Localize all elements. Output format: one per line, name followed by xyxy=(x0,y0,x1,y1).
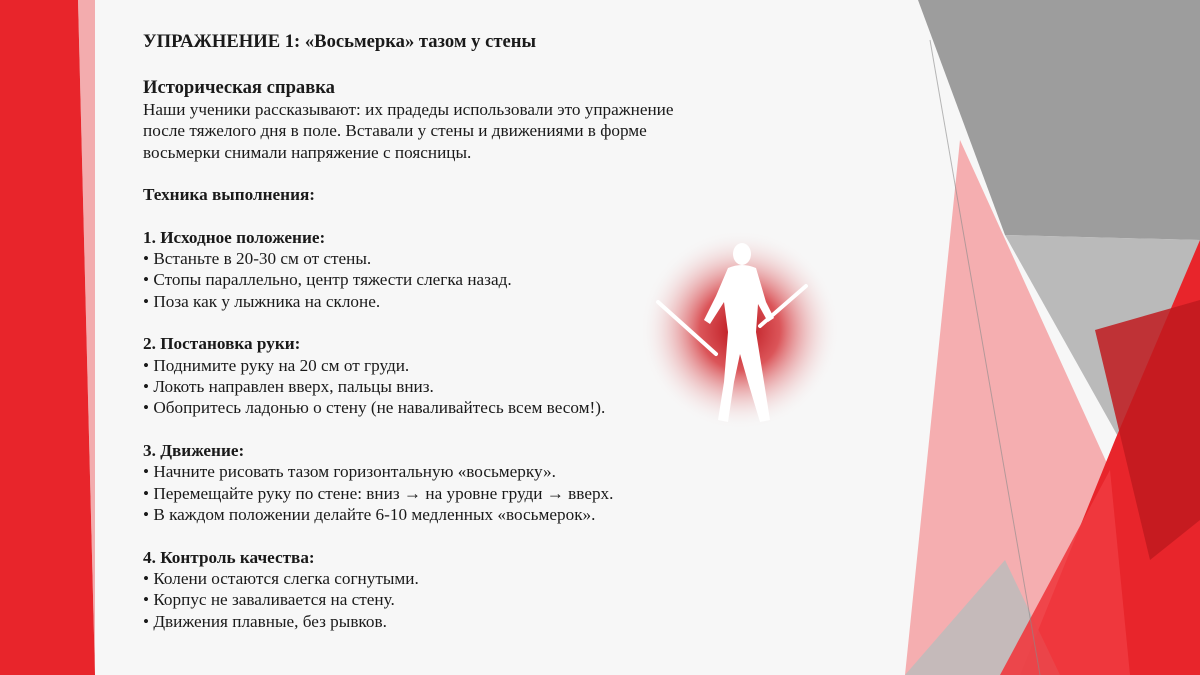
section-heading: 1. Исходное положение: xyxy=(143,227,326,247)
bullet-icon: • xyxy=(143,270,150,290)
section-start-position xyxy=(143,227,743,313)
section-hand-placement xyxy=(143,333,743,419)
section-heading: 4. Контроль качества: xyxy=(143,547,315,567)
section-heading: 3. Движение: xyxy=(143,440,245,460)
list-item: • Обопритесь ладонью о стену (не наваливайтесь всем весом!). xyxy=(143,398,606,418)
list-item: • Встаньте в 20-30 см от стены. xyxy=(143,249,372,269)
section-quality-control xyxy=(143,547,743,633)
bullet-icon: • xyxy=(143,611,150,631)
list-item: • Начните рисовать тазом горизонтальную «восьмерку». xyxy=(143,462,556,482)
slide-content xyxy=(143,31,743,653)
list-item: • Перемещайте руку по стене: вниз → на уровне груди → вверх. xyxy=(143,483,614,503)
list-item: • Поза как у лыжника на склоне. xyxy=(143,291,381,311)
exercise-title: УПРАЖНЕНИЕ 1: «Восьмерка» тазом у стены xyxy=(143,31,536,52)
list-item: • В каждом положении делайте 6-10 медленных «восьмерок». xyxy=(143,505,596,525)
list-item: • Локоть направлен вверх, пальцы вниз. xyxy=(143,377,434,397)
bullet-icon: • xyxy=(143,377,150,397)
bullet-icon: • xyxy=(143,355,150,375)
bullet-icon: • xyxy=(143,568,150,588)
bullet-icon: • xyxy=(143,590,150,610)
bullet-icon: • xyxy=(143,483,150,503)
list-item: • Стопы параллельно, центр тяжести слегка назад. xyxy=(143,270,512,290)
bullet-icon: • xyxy=(143,291,150,311)
list-item: • Поднимите руку на 20 см от груди. xyxy=(143,355,410,375)
bullet-icon: • xyxy=(143,505,150,525)
section-heading: 2. Постановка руки: xyxy=(143,334,301,354)
list-item: • Движения плавные, без рывков. xyxy=(143,611,387,631)
bullet-icon: • xyxy=(143,249,150,269)
bullet-icon: • xyxy=(143,462,150,482)
list-item: • Корпус не заваливается на стену. xyxy=(143,590,395,610)
list-item: • Колени остаются слегка согнутыми. xyxy=(143,568,419,588)
history-text: Наши ученики рассказывают: их прадеды использовали это упражнение после тяжелого дня в поле. Вставали у стены и движениями в форме восьмерки снимали напряжение с поясницы. xyxy=(143,100,674,162)
section-movement xyxy=(143,440,743,526)
technique-heading: Техника выполнения: xyxy=(143,185,315,205)
history-heading: Историческая справка xyxy=(143,77,335,98)
bullet-icon: • xyxy=(143,398,150,418)
